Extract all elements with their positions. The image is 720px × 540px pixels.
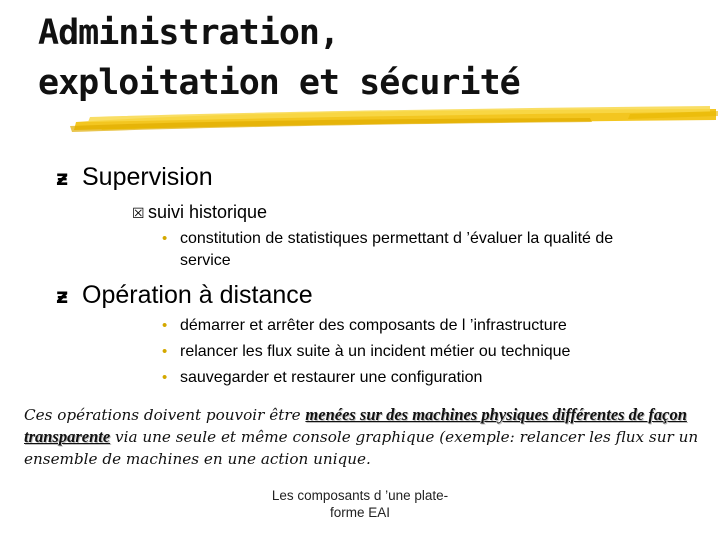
x-box-icon: ☒ bbox=[132, 206, 145, 222]
note-emphasis-2: transparente bbox=[24, 427, 111, 446]
bullet-supervision bbox=[56, 162, 213, 193]
item-text-line-2: service bbox=[180, 252, 231, 269]
slide-title bbox=[38, 8, 520, 108]
sub-label-suivi-historique: suivi historique bbox=[148, 202, 268, 222]
section-label-operation: Opération à distance bbox=[82, 281, 313, 309]
footer-line-1: Les composants d ’une plate- bbox=[271, 488, 449, 503]
dot-bullet-icon: • bbox=[162, 343, 168, 360]
dot-bullet-icon: • bbox=[162, 230, 168, 247]
sub-bullet-suivi-historique bbox=[132, 201, 267, 225]
list-item-text: démarrer et arrêter des composants de l ’infrastructure bbox=[180, 317, 567, 334]
footer-line-2: forme EAI bbox=[329, 505, 391, 520]
list-item-text: relancer les flux suite à un incident métier ou technique bbox=[180, 343, 571, 360]
note-text-start: Ces opérations doivent pouvoir être bbox=[24, 406, 306, 424]
list-item-statistiques bbox=[162, 228, 613, 272]
list-item-demarrer bbox=[162, 315, 567, 337]
slide-title-line-2: exploitation et sécurité bbox=[38, 63, 520, 103]
list-item-relancer bbox=[162, 341, 570, 363]
title-underline-brush-stroke bbox=[70, 100, 720, 134]
z-bullet-icon: ƶ bbox=[56, 166, 69, 190]
note-text-end: via une seule et même console graphique (exemple: relancer les flux sur un ensemble de machines en une action unique. bbox=[24, 428, 699, 468]
list-item-text: sauvegarder et restaurer une configuration bbox=[180, 369, 483, 386]
bullet-operation-distance bbox=[56, 280, 313, 311]
note-paragraph bbox=[24, 404, 714, 470]
dot-bullet-icon: • bbox=[162, 369, 168, 386]
item-text-line-1: constitution de statistiques permettant d ’évaluer la qualité de bbox=[180, 230, 614, 247]
slide-footer bbox=[250, 487, 470, 521]
dot-bullet-icon: • bbox=[162, 317, 168, 334]
slide-title-line-1: Administration, bbox=[38, 13, 340, 53]
list-item-sauvegarder bbox=[162, 367, 482, 389]
section-label-supervision: Supervision bbox=[82, 163, 213, 191]
z-bullet-icon: ƶ bbox=[56, 284, 69, 308]
note-emphasis-1: menées sur des machines physiques différentes de façon bbox=[305, 405, 687, 424]
